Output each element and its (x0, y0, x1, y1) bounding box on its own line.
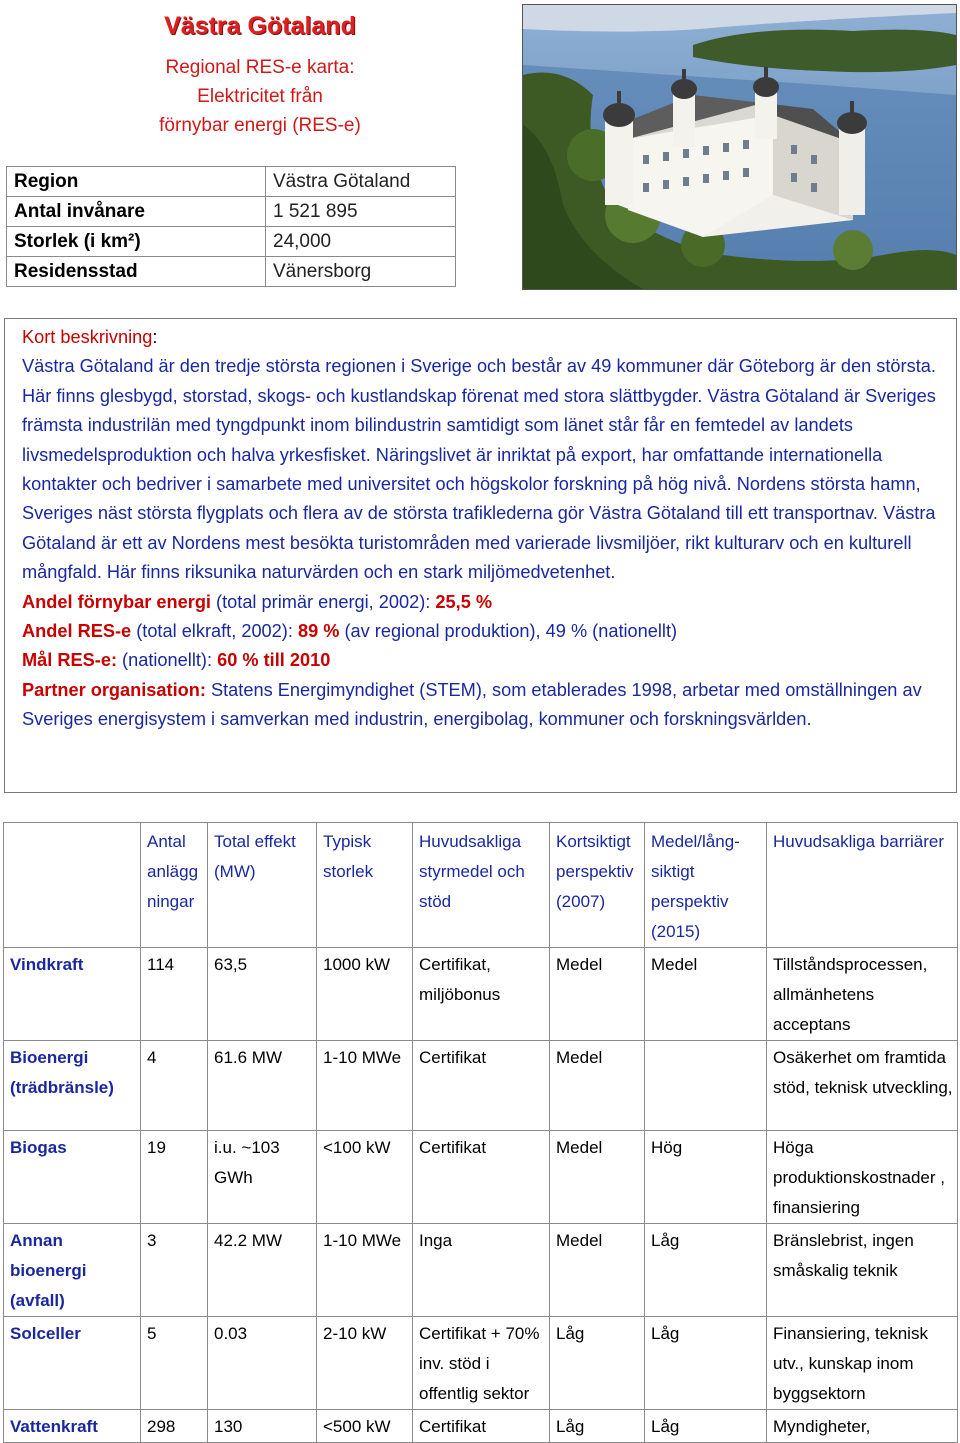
table-cell: Inga (413, 1224, 550, 1317)
table-cell: Bränslebrist, ingen småskalig teknik (767, 1224, 958, 1317)
subtitle-line: Regional RES-e karta: (165, 57, 355, 78)
table-cell: i.u. ~103 GWh (208, 1131, 317, 1224)
table-cell: 130 (208, 1410, 317, 1443)
table-cell: Låg (645, 1317, 767, 1410)
table-cell: Låg (550, 1317, 645, 1410)
description-box (4, 318, 957, 793)
table-cell: 1000 kW (317, 948, 413, 1041)
res-target-text: (nationellt): (117, 650, 218, 671)
table-cell: Medel (645, 948, 767, 1041)
renewable-share-label: Andel förnybar energi (22, 591, 211, 612)
page-subtitle (0, 53, 520, 140)
energy-source: Biogas (4, 1131, 141, 1224)
description-paragraph: Nordens största hamn, Sveriges näst största flygplats och flera av de största trafiklederna gör Västra Götaland till ett transportnav. Västra Götaland är ett av Nordens mest besökta turistområden med varierade livsmiljöer, rikt kulturarv och en kulturell mångfald. Här finns riksunika naturvärden och en stark miljömedvetenhet. (22, 474, 936, 583)
table-cell: Certifikat (413, 1041, 550, 1131)
table-cell: Certifikat (413, 1131, 550, 1224)
table-cell: 114 (141, 948, 208, 1041)
table-cell: 298 (141, 1410, 208, 1443)
partner-label: Partner organisation: (22, 679, 206, 700)
description-paragraph: Här finns glesbygd, storstad, skogs- och kustlandskap förenat med stora slättbygder. Västra Götaland är Sveriges främsta industrilän med tyngdpunkt inom bilindustrin samtidigt som länet står får en femtedel av landets livsmedelsproduktion och halva yrkesfisket. Näringslivet är inriktat på export, har omfattande internationella kontakter och bedriver i samarbete med universitet och högskolor forskning på hög nivå. (22, 385, 936, 495)
table-cell: Certifikat, miljöbonus (413, 948, 550, 1041)
info-label: Residensstad (7, 257, 266, 287)
renewable-share-value: 25,5 % (435, 591, 493, 612)
table-cell: Certifikat (413, 1410, 550, 1443)
table-cell: Höga produktionskostnader , finansiering (767, 1131, 958, 1224)
region-info-table (6, 166, 456, 287)
table-cell: 0.03 (208, 1317, 317, 1410)
column-header: Huvudsakliga styrmedel och stöd (413, 823, 550, 948)
res-share-text: (total elkraft, 2002): (131, 621, 298, 642)
table-row (7, 227, 456, 257)
table-cell: 19 (141, 1131, 208, 1224)
table-cell: Låg (645, 1410, 767, 1443)
res-share-national: (av regional produktion), 49 % (nationellt) (339, 621, 678, 642)
column-header: Kortsiktigt perspektiv (2007) (550, 823, 645, 948)
table-cell: Myndigheter, (767, 1410, 958, 1443)
table-cell: Medel (550, 1041, 645, 1131)
table-cell: 42.2 MW (208, 1224, 317, 1317)
table-row (4, 1224, 958, 1317)
table-cell: Finansiering, teknisk utv., kunskap inom byggsektorn (767, 1317, 958, 1410)
table-cell: Certifikat + 70% inv. stöd i offentlig sektor (413, 1317, 550, 1410)
table-header-row (4, 823, 958, 948)
energy-source: Bioenergi (trädbränsle) (4, 1041, 141, 1131)
description-paragraph: Västra Götaland är den tredje största regionen i Sverige och består av 49 kommuner där Göteborg är den största. (22, 356, 936, 377)
renewable-share-text: (total primär energi, 2002): (210, 591, 436, 612)
table-row (4, 1041, 958, 1131)
subtitle-line: förnybar energi (RES-e) (159, 115, 361, 136)
column-header: Huvudsakliga barriärer (767, 823, 958, 948)
energy-source: Vindkraft (4, 948, 141, 1041)
description-heading: Kort beskrivning (22, 327, 153, 347)
table-cell: <100 kW (317, 1131, 413, 1224)
table-cell: Osäkerhet om framtida stöd, teknisk utveckling, (767, 1041, 958, 1131)
res-target-label: Mål RES-e: (22, 650, 117, 671)
table-cell: 1-10 MWe (317, 1041, 413, 1131)
info-label: Region (7, 167, 266, 197)
table-cell: Hög (645, 1131, 767, 1224)
column-header: Typisk storlek (317, 823, 413, 948)
table-cell: 4 (141, 1041, 208, 1131)
table-cell: Låg (645, 1224, 767, 1317)
column-header: Medel/lång-siktigt perspektiv (2015) (645, 823, 767, 948)
res-share-value: 89 % (297, 621, 340, 642)
description-text (22, 323, 947, 735)
energy-source: Annan bioenergi (avfall) (4, 1224, 141, 1317)
table-row (7, 197, 456, 227)
info-value: 1 521 895 (266, 197, 456, 227)
column-header: Antal anlägg ningar (141, 823, 208, 948)
table-row (4, 1317, 958, 1410)
table-cell: Medel (550, 1131, 645, 1224)
table-cell: 3 (141, 1224, 208, 1317)
castle-photo (522, 4, 957, 290)
res-share-label: Andel RES-e (22, 621, 132, 642)
info-label: Antal invånare (7, 197, 266, 227)
info-value: Vänersborg (266, 257, 456, 287)
table-cell: 1-10 MWe (317, 1224, 413, 1317)
energy-source: Vattenkraft (4, 1410, 141, 1443)
info-label: Storlek (i km²) (7, 227, 266, 257)
res-target-value: 60 % till 2010 (217, 650, 331, 671)
table-cell: Tillståndsprocessen, allmänhetens acceptans (767, 948, 958, 1041)
table-cell: 2-10 kW (317, 1317, 413, 1410)
energy-source: Solceller (4, 1317, 141, 1410)
info-value: 24,000 (266, 227, 456, 257)
castle-illustration (523, 5, 956, 289)
table-cell: <500 kW (317, 1410, 413, 1443)
table-cell: Medel (550, 948, 645, 1041)
table-row (4, 1410, 958, 1443)
table-cell: 61.6 MW (208, 1041, 317, 1131)
column-header (4, 823, 141, 948)
table-row (4, 948, 958, 1041)
energy-sources-table (3, 822, 958, 1443)
table-row (7, 257, 456, 287)
table-cell (645, 1041, 767, 1131)
subtitle-line: Elektricitet från (197, 86, 323, 107)
table-cell: Medel (550, 1224, 645, 1317)
partner-text: Statens Energimyndighet (STEM), som etablerades 1998, arbetar med omställningen av Sveriges energisystem i samverkan med industrin, energibolag, kommuner och forskningsvärlden. (22, 679, 922, 730)
table-row (4, 1131, 958, 1224)
table-cell: 5 (141, 1317, 208, 1410)
description-heading-colon: : (152, 327, 158, 347)
info-value: Västra Götaland (266, 167, 456, 197)
table-cell: 63,5 (208, 948, 317, 1041)
table-cell: Låg (550, 1410, 645, 1443)
table-row (7, 167, 456, 197)
page-title: Västra Götaland (164, 12, 356, 40)
column-header: Total effekt (MW) (208, 823, 317, 948)
